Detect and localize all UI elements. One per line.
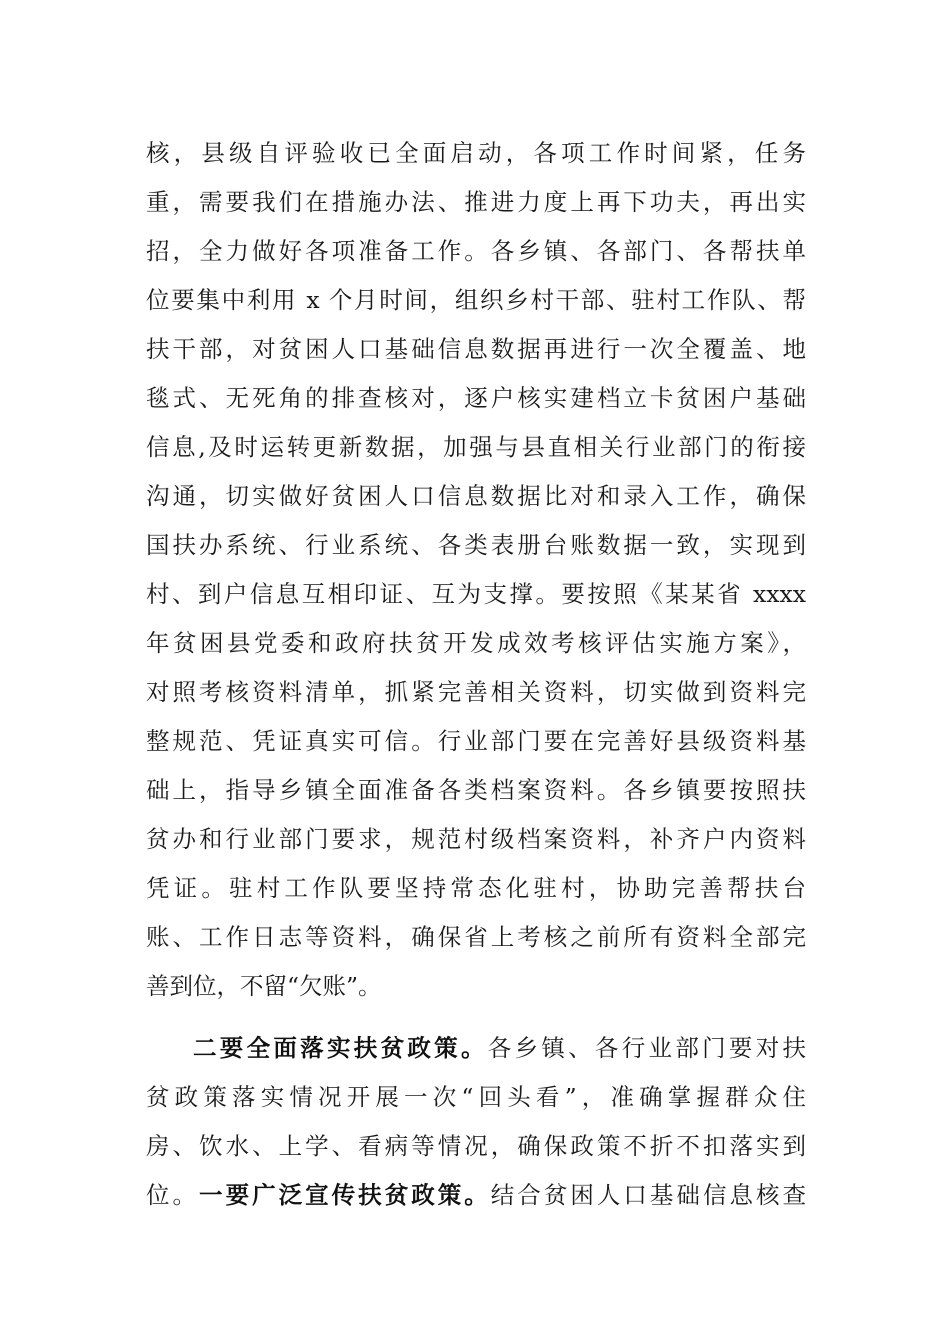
section-heading: 二要全面落实扶贫政策。 [193,1034,488,1062]
body-text-line: 础上，指导乡镇全面准备各类档案资料。各乡镇要按照扶 [146,776,806,804]
body-text: 结合贫困人口基础信息核查 [490,1181,807,1209]
body-text-line: 重，需要我们在措施办法、推进力度上再下功夫，再出实 [146,188,806,216]
body-text-line: 毯式、无死角的排查核对，逐户核实建档立卡贫困户基础 [146,384,806,412]
body-text-line: 招，全力做好各项准备工作。各乡镇、各部门、各帮扶单 [146,237,806,265]
paragraph-2-line-1 [193,1028,806,1068]
body-text-line: 房、饮水、上学、看病等情况，确保政策不折不扣落实到 [146,1132,806,1160]
body-text-line: 对照考核资料清单，抓紧完善相关资料，切实做到资料完 [146,678,806,706]
body-text-line: 整规范、凭证真实可信。行业部门要在完善好县级资料基 [146,727,806,755]
body-text: 各乡镇、各行业部门要对扶 [487,1034,806,1062]
body-text-line: 国扶办系统、行业系统、各类表册台账数据一致，实现到 [146,531,806,559]
body-text-line: 沟通，切实做好贫困人口信息数据比对和录入工作，确保 [146,482,806,510]
body-text: 位。 [146,1181,200,1209]
body-text-line: 位要集中利用 x 个月时间，组织乡村干部、驻村工作队、帮 [146,286,806,314]
body-text-line: 核，县级自评验收已全面启动，各项工作时间紧，任务 [146,139,806,167]
body-text-line: 贫办和行业部门要求，规范村级档案资料，补齐户内资料 [146,825,806,853]
body-text-line: 凭证。驻村工作队要坚持常态化驻村，协助完善帮扶台 [146,874,806,902]
body-text-line: 善到位，不留“欠账”。 [146,972,382,1000]
body-text-line: 村、到户信息互相印证、互为支撑。要按照《某某省 xxxx [146,580,806,608]
body-text-line: 信息,及时运转更新数据，加强与县直相关行业部门的衔接 [146,433,806,461]
sub-heading: 一要广泛宣传扶贫政策。 [199,1181,491,1209]
body-text-line: 年贫困县党委和政府扶贫开发成效考核评估实施方案》， [146,629,806,657]
body-text-line: 扶干部，对贫困人口基础信息数据再进行一次全覆盖、地 [146,335,806,363]
body-text-line: 贫政策落实情况开展一次“回头看”，准确掌握群众住 [146,1083,806,1111]
body-text-line: 账、工作日志等资料，确保省上考核之前所有资料全部完 [146,923,806,951]
paragraph-2-line-4 [146,1175,806,1215]
